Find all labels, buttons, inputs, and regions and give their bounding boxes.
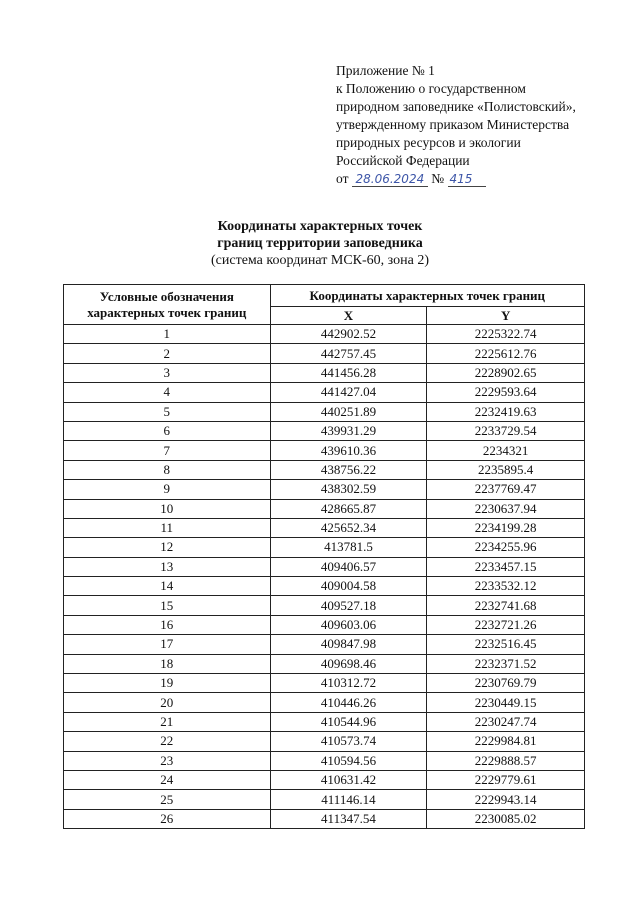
coordinate-x-cell: 441427.04 bbox=[270, 383, 427, 402]
coordinate-x-cell: 439931.29 bbox=[270, 421, 427, 440]
coordinate-y-cell: 2233729.54 bbox=[427, 421, 585, 440]
coordinate-x-cell: 411347.54 bbox=[270, 809, 427, 828]
point-number-cell: 2 bbox=[64, 344, 271, 363]
coordinate-y-cell: 2232516.45 bbox=[427, 635, 585, 654]
point-number-cell: 11 bbox=[64, 518, 271, 537]
date-prefix: от bbox=[336, 171, 349, 186]
table-row bbox=[64, 460, 585, 479]
point-number-cell: 14 bbox=[64, 577, 271, 596]
table-row bbox=[64, 712, 585, 731]
coordinate-y-cell: 2229984.81 bbox=[427, 732, 585, 751]
point-number-cell: 24 bbox=[64, 770, 271, 789]
number-prefix: № bbox=[431, 171, 445, 186]
coordinate-y-cell: 2229943.14 bbox=[427, 790, 585, 809]
point-number-cell: 10 bbox=[64, 499, 271, 518]
coordinate-y-cell: 2225322.74 bbox=[427, 325, 585, 344]
coordinate-y-cell: 2233532.12 bbox=[427, 577, 585, 596]
coordinate-x-cell: 440251.89 bbox=[270, 402, 427, 421]
table-row bbox=[64, 790, 585, 809]
table-row bbox=[64, 674, 585, 693]
coordinate-x-cell: 409698.46 bbox=[270, 654, 427, 673]
coordinate-y-cell: 2229593.64 bbox=[427, 383, 585, 402]
table-row bbox=[64, 383, 585, 402]
coordinate-x-cell: 409527.18 bbox=[270, 596, 427, 615]
coordinate-y-cell: 2237769.47 bbox=[427, 480, 585, 499]
point-number-cell: 3 bbox=[64, 363, 271, 382]
coordinate-x-cell: 410446.26 bbox=[270, 693, 427, 712]
coordinate-x-cell: 409406.57 bbox=[270, 557, 427, 576]
table-row bbox=[64, 518, 585, 537]
coordinate-y-cell: 2228902.65 bbox=[427, 363, 585, 382]
coordinate-y-cell: 2232371.52 bbox=[427, 654, 585, 673]
table-row bbox=[64, 809, 585, 828]
table-row bbox=[64, 615, 585, 634]
appendix-line: природных ресурсов и экологии bbox=[336, 135, 521, 150]
coordinate-x-cell: 410544.96 bbox=[270, 712, 427, 731]
coordinate-x-cell: 441456.28 bbox=[270, 363, 427, 382]
coordinate-y-cell: 2229779.61 bbox=[427, 770, 585, 789]
point-number-cell: 8 bbox=[64, 460, 271, 479]
coordinate-x-cell: 442902.52 bbox=[270, 325, 427, 344]
order-date: 28.06.2024 bbox=[352, 172, 428, 187]
appendix-line: природном заповеднике «Полистовский», bbox=[336, 99, 576, 114]
coordinate-x-cell: 410631.42 bbox=[270, 770, 427, 789]
point-number-cell: 13 bbox=[64, 557, 271, 576]
coordinate-x-cell: 442757.45 bbox=[270, 344, 427, 363]
order-number: 415 bbox=[448, 172, 486, 187]
coordinate-x-cell: 438302.59 bbox=[270, 480, 427, 499]
point-number-cell: 1 bbox=[64, 325, 271, 344]
coordinate-y-cell: 2234199.28 bbox=[427, 518, 585, 537]
point-number-cell: 25 bbox=[64, 790, 271, 809]
coordinate-y-cell: 2230449.15 bbox=[427, 693, 585, 712]
coordinate-y-cell: 2229888.57 bbox=[427, 751, 585, 770]
coordinates-table bbox=[63, 284, 585, 829]
document-title bbox=[0, 218, 640, 269]
table-row bbox=[64, 480, 585, 499]
table-row bbox=[64, 344, 585, 363]
header-y: Y bbox=[427, 307, 585, 325]
coordinate-y-cell: 2225612.76 bbox=[427, 344, 585, 363]
coordinate-y-cell: 2232721.26 bbox=[427, 615, 585, 634]
header-x: X bbox=[270, 307, 427, 325]
point-number-cell: 12 bbox=[64, 538, 271, 557]
point-number-cell: 6 bbox=[64, 421, 271, 440]
coordinate-y-cell: 2230247.74 bbox=[427, 712, 585, 731]
table-row bbox=[64, 557, 585, 576]
table-row bbox=[64, 770, 585, 789]
coordinate-x-cell: 438756.22 bbox=[270, 460, 427, 479]
coordinate-x-cell: 410573.74 bbox=[270, 732, 427, 751]
coordinate-y-cell: 2230637.94 bbox=[427, 499, 585, 518]
table-row bbox=[64, 363, 585, 382]
appendix-header bbox=[336, 62, 626, 188]
table-row bbox=[64, 441, 585, 460]
point-number-cell: 18 bbox=[64, 654, 271, 673]
coordinate-x-cell: 413781.5 bbox=[270, 538, 427, 557]
coordinate-y-cell: 2235895.4 bbox=[427, 460, 585, 479]
table-row bbox=[64, 402, 585, 421]
table-row bbox=[64, 635, 585, 654]
point-number-cell: 5 bbox=[64, 402, 271, 421]
point-number-cell: 7 bbox=[64, 441, 271, 460]
coordinate-x-cell: 439610.36 bbox=[270, 441, 427, 460]
appendix-line: Российской Федерации bbox=[336, 153, 470, 168]
table-row bbox=[64, 693, 585, 712]
header-points: Условные обозначения характерных точек границ bbox=[64, 285, 271, 325]
coordinate-x-cell: 410594.56 bbox=[270, 751, 427, 770]
header-coordinates: Координаты характерных точек границ bbox=[270, 285, 584, 307]
coordinate-y-cell: 2232741.68 bbox=[427, 596, 585, 615]
table-row bbox=[64, 732, 585, 751]
order-date-line bbox=[336, 170, 626, 188]
point-number-cell: 20 bbox=[64, 693, 271, 712]
coordinate-y-cell: 2233457.15 bbox=[427, 557, 585, 576]
coordinate-y-cell: 2234255.96 bbox=[427, 538, 585, 557]
table-row bbox=[64, 325, 585, 344]
table-row bbox=[64, 538, 585, 557]
table-row bbox=[64, 421, 585, 440]
point-number-cell: 4 bbox=[64, 383, 271, 402]
title-line-3: (система координат МСК-60, зона 2) bbox=[211, 253, 429, 268]
table-row bbox=[64, 751, 585, 770]
point-number-cell: 21 bbox=[64, 712, 271, 731]
coordinate-x-cell: 410312.72 bbox=[270, 674, 427, 693]
coordinate-y-cell: 2230769.79 bbox=[427, 674, 585, 693]
coordinate-x-cell: 409004.58 bbox=[270, 577, 427, 596]
title-line-2: границ территории заповедника bbox=[217, 236, 423, 251]
point-number-cell: 19 bbox=[64, 674, 271, 693]
title-line-1: Координаты характерных точек bbox=[217, 219, 423, 234]
coordinate-x-cell: 411146.14 bbox=[270, 790, 427, 809]
point-number-cell: 17 bbox=[64, 635, 271, 654]
table-row bbox=[64, 499, 585, 518]
appendix-line: утвержденному приказом Министерства bbox=[336, 117, 570, 132]
coordinate-y-cell: 2234321 bbox=[427, 441, 585, 460]
table-row bbox=[64, 654, 585, 673]
point-number-cell: 16 bbox=[64, 615, 271, 634]
appendix-line: к Положению о государственном bbox=[336, 81, 526, 96]
point-number-cell: 9 bbox=[64, 480, 271, 499]
coordinate-y-cell: 2230085.02 bbox=[427, 809, 585, 828]
appendix-line: Приложение № 1 bbox=[336, 63, 435, 78]
coordinate-x-cell: 428665.87 bbox=[270, 499, 427, 518]
coordinate-x-cell: 409847.98 bbox=[270, 635, 427, 654]
coordinate-y-cell: 2232419.63 bbox=[427, 402, 585, 421]
coordinate-x-cell: 425652.34 bbox=[270, 518, 427, 537]
point-number-cell: 23 bbox=[64, 751, 271, 770]
point-number-cell: 26 bbox=[64, 809, 271, 828]
point-number-cell: 22 bbox=[64, 732, 271, 751]
coordinate-x-cell: 409603.06 bbox=[270, 615, 427, 634]
table-row bbox=[64, 577, 585, 596]
point-number-cell: 15 bbox=[64, 596, 271, 615]
table-row bbox=[64, 596, 585, 615]
